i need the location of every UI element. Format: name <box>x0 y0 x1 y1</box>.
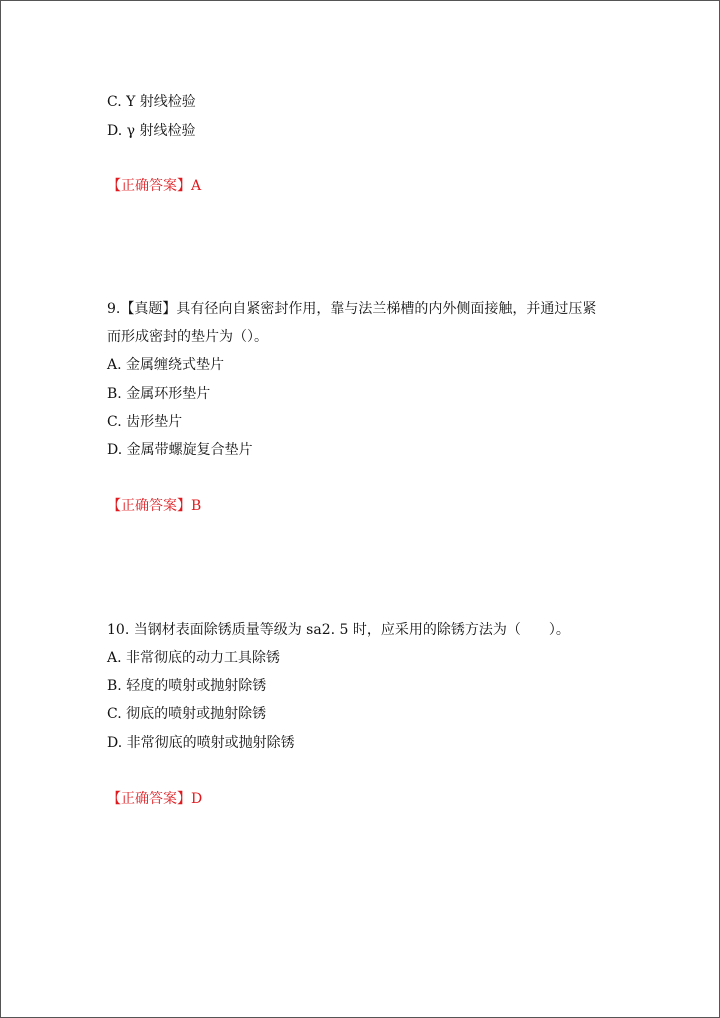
q8-option-c: C. Y 射线检验 <box>107 94 196 110</box>
q8-answer: 【正确答案】A <box>107 178 202 194</box>
q10-option-b: B. 轻度的喷射或抛射除锈 <box>107 678 267 694</box>
q10-option-c: C. 彻底的喷射或抛射除锈 <box>107 706 267 722</box>
q10-stem: 10. 当钢材表面除锈质量等级为 sa2. 5 时，应采用的除锈方法为（ ）。 <box>107 622 570 638</box>
q9-option-b: B. 金属环形垫片 <box>107 386 211 402</box>
q9-option-a: A. 金属缠绕式垫片 <box>107 357 225 373</box>
q10-answer: 【正确答案】D <box>107 791 203 807</box>
q9-answer: 【正确答案】B <box>107 498 202 514</box>
q9-option-c: C. 齿形垫片 <box>107 414 183 430</box>
q9-stem-line2: 而形成密封的垫片为（）。 <box>107 329 268 345</box>
q9-stem-line1: 9.【真题】具有径向自紧密封作用，靠与法兰梯槽的内外侧面接触，并通过压紧 <box>107 301 597 317</box>
q8-option-d: D. γ 射线检验 <box>107 123 196 139</box>
q10-option-d: D. 非常彻底的喷射或抛射除锈 <box>107 735 295 751</box>
q9-option-d: D. 金属带螺旋复合垫片 <box>107 442 253 458</box>
q10-option-a: A. 非常彻底的动力工具除锈 <box>107 650 281 666</box>
